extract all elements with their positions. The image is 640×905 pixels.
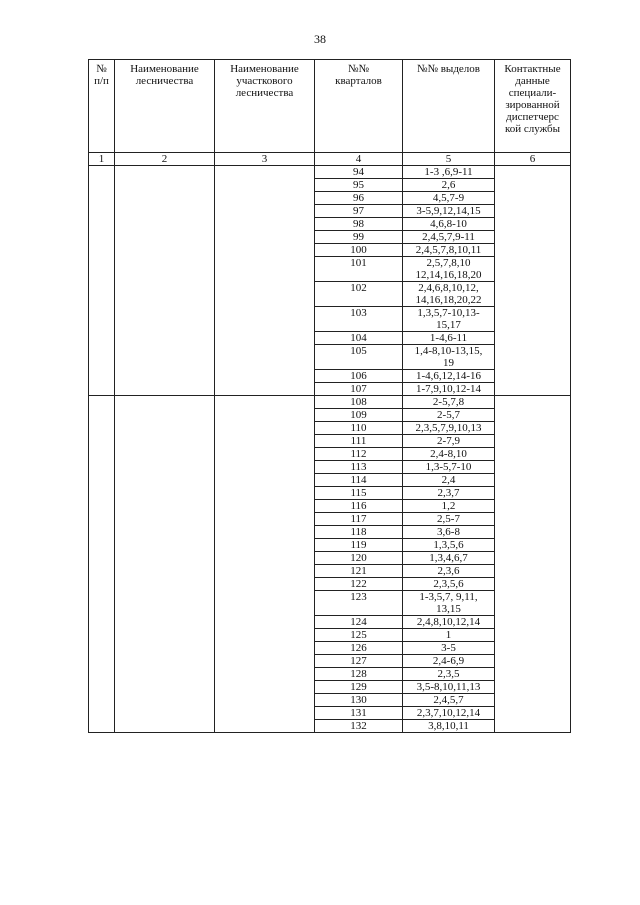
plot-numbers-cell xyxy=(403,500,495,513)
plot-numbers-cell xyxy=(403,244,495,257)
quarter-number-cell: 97 xyxy=(315,205,403,218)
plot-numbers-cell xyxy=(403,513,495,526)
quarter-number-cell: 120 xyxy=(315,552,403,565)
plot-numbers-line: 2,4,8,10,12,14 xyxy=(416,616,481,628)
plot-numbers-line: 1,2 xyxy=(441,500,456,512)
quarter-number-cell: 107 xyxy=(315,383,403,396)
plot-numbers-line: 4,5,7-9 xyxy=(432,192,465,204)
plot-numbers-cell xyxy=(403,565,495,578)
plot-numbers-line: 2,4,5,7,9-11 xyxy=(422,231,475,243)
plot-numbers-cell xyxy=(403,487,495,500)
plot-numbers-line: 2,3,6 xyxy=(437,565,460,577)
plot-numbers-cell xyxy=(403,218,495,231)
table-row xyxy=(89,396,571,409)
column-number: 3 xyxy=(215,153,315,166)
table-header-row xyxy=(89,60,571,153)
quarter-number-cell: 99 xyxy=(315,231,403,244)
quarter-number-cell: 100 xyxy=(315,244,403,257)
plot-numbers-line: 2,6 xyxy=(441,179,456,191)
table-row xyxy=(89,166,571,179)
plot-numbers-line: 2,4,5,7,8,10,11 xyxy=(415,244,482,256)
plot-numbers-cell xyxy=(403,681,495,694)
plot-numbers-line: 3,6-8 xyxy=(437,526,460,538)
quarter-number-cell: 115 xyxy=(315,487,403,500)
quarter-number-cell: 131 xyxy=(315,707,403,720)
plot-numbers-line: 2,4,5,7 xyxy=(433,694,464,706)
column-number: 4 xyxy=(315,153,403,166)
header-line: зированной xyxy=(505,99,560,111)
header-dispatch-contacts xyxy=(495,60,571,153)
plot-numbers-line: 12,14,16,18,20 xyxy=(415,269,482,281)
quarter-number-cell: 94 xyxy=(315,166,403,179)
plot-numbers-line: 2,3,7,10,12,14 xyxy=(416,707,481,719)
column-number: 5 xyxy=(403,153,495,166)
plot-numbers-line: 2,3,5,6 xyxy=(433,578,464,590)
plot-numbers-line: 14,16,18,20,22 xyxy=(415,294,482,306)
plot-numbers-cell xyxy=(403,307,495,332)
header-line: диспетчерс xyxy=(506,111,559,123)
plot-numbers-line: 1 xyxy=(445,629,452,641)
header-forestry-name xyxy=(115,60,215,153)
plot-numbers-cell xyxy=(403,552,495,565)
plot-numbers-cell xyxy=(403,422,495,435)
header-line: Наименование xyxy=(130,63,199,75)
plot-numbers-cell xyxy=(403,231,495,244)
forestry-name-cell xyxy=(115,166,215,396)
quarter-number-cell: 110 xyxy=(315,422,403,435)
plot-numbers-line: 2-7,9 xyxy=(437,435,460,447)
district-forestry-cell xyxy=(215,166,315,396)
header-plot-numbers xyxy=(403,60,495,153)
quarter-number-cell: 102 xyxy=(315,282,403,307)
plot-numbers-cell xyxy=(403,370,495,383)
header-line: Наименование xyxy=(230,63,299,75)
quarter-number-cell: 118 xyxy=(315,526,403,539)
column-number: 2 xyxy=(115,153,215,166)
plot-numbers-line: 1,3,5,7-10,13- xyxy=(417,307,480,319)
plot-numbers-line: 4,6,8-10 xyxy=(430,218,467,230)
plot-numbers-line: 2,3,7 xyxy=(437,487,460,499)
column-number-row xyxy=(89,153,571,166)
row-number-cell xyxy=(89,396,115,733)
plot-numbers-cell xyxy=(403,345,495,370)
plot-numbers-cell xyxy=(403,526,495,539)
header-line: специали- xyxy=(508,87,557,99)
quarter-number-cell: 103 xyxy=(315,307,403,332)
quarter-number-cell: 121 xyxy=(315,565,403,578)
dispatch-contacts-cell xyxy=(495,396,571,733)
forestry-name-cell xyxy=(115,396,215,733)
header-line: п/п xyxy=(94,75,109,87)
plot-numbers-line: 3-5 xyxy=(441,642,456,654)
header-line: участкового xyxy=(236,75,293,87)
quarter-number-cell: 104 xyxy=(315,332,403,345)
plot-numbers-cell xyxy=(403,616,495,629)
quarter-number-cell: 126 xyxy=(315,642,403,655)
quarter-number-cell: 105 xyxy=(315,345,403,370)
quarter-number-cell: 123 xyxy=(315,591,403,616)
page-number: 38 xyxy=(314,32,326,46)
plot-numbers-line: 15,17 xyxy=(436,319,461,331)
column-number: 6 xyxy=(495,153,571,166)
plot-numbers-line: 1-3 ,6,9-11 xyxy=(424,166,473,178)
plot-numbers-line: 19 xyxy=(443,357,454,369)
plot-numbers-cell xyxy=(403,332,495,345)
plot-numbers-line: 3-5,9,12,14,15 xyxy=(416,205,481,217)
quarter-number-cell: 119 xyxy=(315,539,403,552)
plot-numbers-line: 2,4-8,10 xyxy=(430,448,467,460)
plot-numbers-cell xyxy=(403,655,495,668)
plot-numbers-line: 1-3,5,7, 9,11, xyxy=(419,591,478,603)
plot-numbers-line: 1-7,9,10,12-14 xyxy=(415,383,482,395)
quarter-number-cell: 129 xyxy=(315,681,403,694)
plot-numbers-line: 2,5-7 xyxy=(437,513,460,525)
plot-numbers-cell xyxy=(403,166,495,179)
quarter-number-cell: 106 xyxy=(315,370,403,383)
plot-numbers-line: 1,3-5,7-10 xyxy=(425,461,472,473)
plot-numbers-cell xyxy=(403,461,495,474)
plot-numbers-cell xyxy=(403,539,495,552)
plot-numbers-cell xyxy=(403,282,495,307)
header-line: №№ выделов xyxy=(417,63,480,75)
quarter-number-cell: 98 xyxy=(315,218,403,231)
header-line: кварталов xyxy=(335,75,382,87)
plot-numbers-line: 2,4 xyxy=(441,474,456,486)
quarter-number-cell: 125 xyxy=(315,629,403,642)
district-forestry-cell xyxy=(215,396,315,733)
dispatch-contacts-cell xyxy=(495,166,571,396)
quarter-number-cell: 109 xyxy=(315,409,403,422)
header-quarter-numbers xyxy=(315,60,403,153)
plot-numbers-line: 1-4,6-11 xyxy=(429,332,468,344)
quarter-number-cell: 132 xyxy=(315,720,403,733)
column-number: 1 xyxy=(89,153,115,166)
header-line: № xyxy=(96,63,107,75)
forest-quarters-table xyxy=(88,59,571,733)
plot-numbers-cell xyxy=(403,720,495,733)
plot-numbers-cell xyxy=(403,694,495,707)
quarter-number-cell: 112 xyxy=(315,448,403,461)
plot-numbers-cell xyxy=(403,396,495,409)
header-line: лесничества xyxy=(235,87,294,99)
plot-numbers-line: 13,15 xyxy=(436,603,461,615)
plot-numbers-line: 2,3,5,7,9,10,13 xyxy=(415,422,482,434)
quarter-number-cell: 127 xyxy=(315,655,403,668)
header-line: данные xyxy=(515,75,550,87)
plot-numbers-line: 2-5,7,8 xyxy=(432,396,465,408)
header-district-forestry-name xyxy=(215,60,315,153)
header-row-number xyxy=(89,60,115,153)
plot-numbers-line: 2,4,6,8,10,12, xyxy=(418,282,479,294)
plot-numbers-cell xyxy=(403,192,495,205)
plot-numbers-line: 3,5-8,10,11,13 xyxy=(416,681,481,693)
plot-numbers-line: 1,4-8,10-13,15, xyxy=(414,345,483,357)
quarter-number-cell: 122 xyxy=(315,578,403,591)
plot-numbers-cell xyxy=(403,383,495,396)
header-line: лесничества xyxy=(135,75,194,87)
quarter-number-cell: 95 xyxy=(315,179,403,192)
plot-numbers-cell xyxy=(403,578,495,591)
plot-numbers-cell xyxy=(403,707,495,720)
quarter-number-cell: 128 xyxy=(315,668,403,681)
plot-numbers-cell xyxy=(403,435,495,448)
quarter-number-cell: 124 xyxy=(315,616,403,629)
plot-numbers-line: 1-4,6,12,14-16 xyxy=(415,370,482,382)
plot-numbers-cell xyxy=(403,474,495,487)
plot-numbers-cell xyxy=(403,629,495,642)
quarter-number-cell: 111 xyxy=(315,435,403,448)
plot-numbers-cell xyxy=(403,179,495,192)
plot-numbers-line: 1,3,4,6,7 xyxy=(429,552,468,564)
plot-numbers-line: 2,3,5 xyxy=(437,668,460,680)
header-line: №№ xyxy=(348,63,369,75)
plot-numbers-line: 1,3,5,6 xyxy=(433,539,464,551)
quarter-number-cell: 116 xyxy=(315,500,403,513)
quarter-number-cell: 113 xyxy=(315,461,403,474)
quarter-number-cell: 96 xyxy=(315,192,403,205)
plot-numbers-cell xyxy=(403,668,495,681)
quarter-number-cell: 114 xyxy=(315,474,403,487)
header-line: Контактные xyxy=(504,63,561,75)
quarter-number-cell: 101 xyxy=(315,257,403,282)
plot-numbers-cell xyxy=(403,591,495,616)
plot-numbers-line: 3,8,10,11 xyxy=(428,720,469,732)
header-line: кой службы xyxy=(504,123,561,135)
plot-numbers-line: 2,4-6,9 xyxy=(432,655,465,667)
plot-numbers-cell xyxy=(403,257,495,282)
quarter-number-cell: 130 xyxy=(315,694,403,707)
plot-numbers-cell xyxy=(403,409,495,422)
quarter-number-cell: 117 xyxy=(315,513,403,526)
plot-numbers-cell xyxy=(403,205,495,218)
quarter-number-cell: 108 xyxy=(315,396,403,409)
plot-numbers-cell xyxy=(403,448,495,461)
row-number-cell xyxy=(89,166,115,396)
plot-numbers-line: 2,5,7,8,10 xyxy=(426,257,471,269)
plot-numbers-cell xyxy=(403,642,495,655)
plot-numbers-line: 2-5,7 xyxy=(437,409,460,421)
